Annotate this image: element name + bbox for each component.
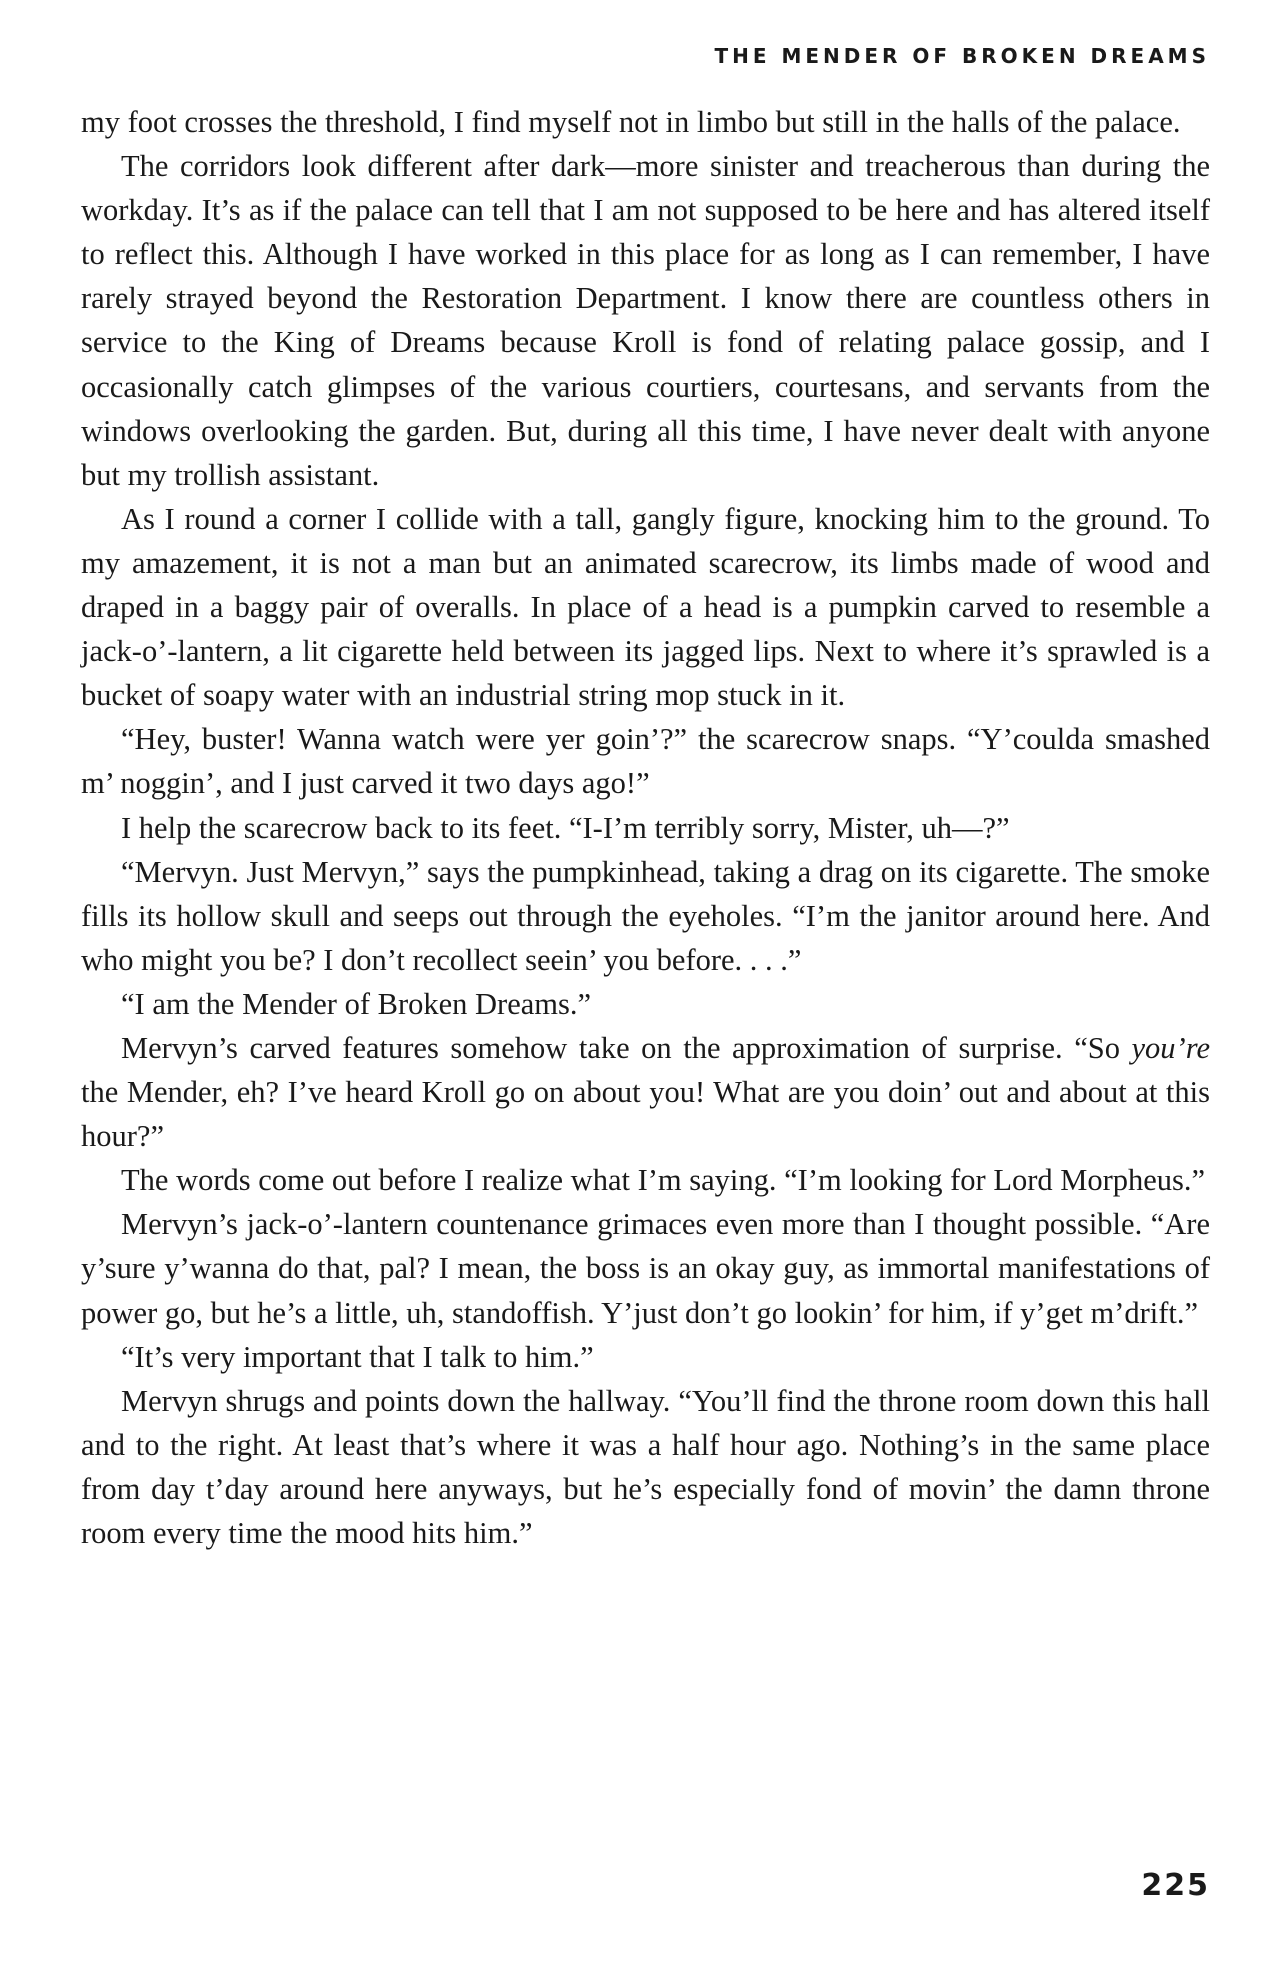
paragraph: “It’s very important that I talk to him.”	[121, 1339, 594, 1374]
running-head: THE MENDER OF BROKEN DREAMS	[714, 44, 1210, 68]
body-text	[81, 100, 1210, 1555]
italic-emphasis: you’re	[1131, 1030, 1210, 1065]
paragraph: “Hey, buster! Wanna watch were yer goin’?” the scarecrow snaps. “Y’coulda smashed m’ noggin’, and I just carved it two days ago!”	[81, 722, 1210, 801]
paragraph	[81, 1026, 1210, 1158]
paragraph: The corridors look different after dark—more sinister and treacherous than during the workday. It’s as if the palace can tell that I am not supposed to be here and has altered itself to reflect this. Although I have worked in this place for as long as I can remember, I have rarely strayed beyond the Restoration Department. I know there are countless others in service to the King of Dreams because Kroll is fond of relating palace gossip, and I occasionally catch glimpses of the various courtiers, courtesans, and servants from the windows overlooking the garden. But, during all this time, I have never dealt with anyone but my trollish assistant.	[81, 149, 1210, 492]
paragraph: I help the scarecrow back to its feet. “I-I’m terribly sorry, Mister, uh—?”	[121, 810, 1010, 845]
paragraph: “I am the Mender of Broken Dreams.”	[121, 986, 592, 1021]
paragraph-text: the Mender, eh? I’ve heard Kroll go on about you! What are you doin’ out and about at this hour?”	[81, 1075, 1210, 1154]
paragraph: The words come out before I realize what I’m saying. “I’m looking for Lord Morpheus.”	[121, 1163, 1206, 1198]
page-number: 225	[1141, 1868, 1210, 1903]
paragraph: Mervyn shrugs and points down the hallway. “You’ll find the throne room down this hall and to the right. At least that’s where it was a half hour ago. Nothing’s in the same place from day t’day around here anyways, but he’s especially fond of movin’ the damn throne room every time the mood hits him.”	[81, 1383, 1210, 1550]
paragraph: As I round a corner I collide with a tall, gangly figure, knocking him to the ground. To my amazement, it is not a man but an animated scarecrow, its limbs made of wood and draped in a baggy pair of overalls. In place of a head is a pumpkin carved to resemble a jack-o’-lantern, a lit cigarette held between its jagged lips. Next to where it’s sprawled is a bucket of soapy water with an industrial string mop stuck in it.	[81, 501, 1210, 713]
paragraph-text: Mervyn’s carved features somehow take on the approximation of surprise. “So	[121, 1030, 1132, 1065]
paragraph: “Mervyn. Just Mervyn,” says the pumpkinhead, taking a drag on its cigarette. The smoke fills its hollow skull and seeps out through the eyeholes. “I’m the janitor around here. And who might you be? I don’t recollect seein’ you before. . . .”	[81, 854, 1210, 977]
paragraph: my foot crosses the threshold, I find myself not in limbo but still in the halls of the palace.	[81, 105, 1181, 139]
paragraph: Mervyn’s jack-o’-lantern countenance grimaces even more than I thought possible. “Are y’sure y’wanna do that, pal? I mean, the boss is an okay guy, as immortal manifestations of power go, but he’s a little, uh, standoffish. Y’just don’t go lookin’ for him, if y’get m’drift.”	[81, 1207, 1210, 1330]
